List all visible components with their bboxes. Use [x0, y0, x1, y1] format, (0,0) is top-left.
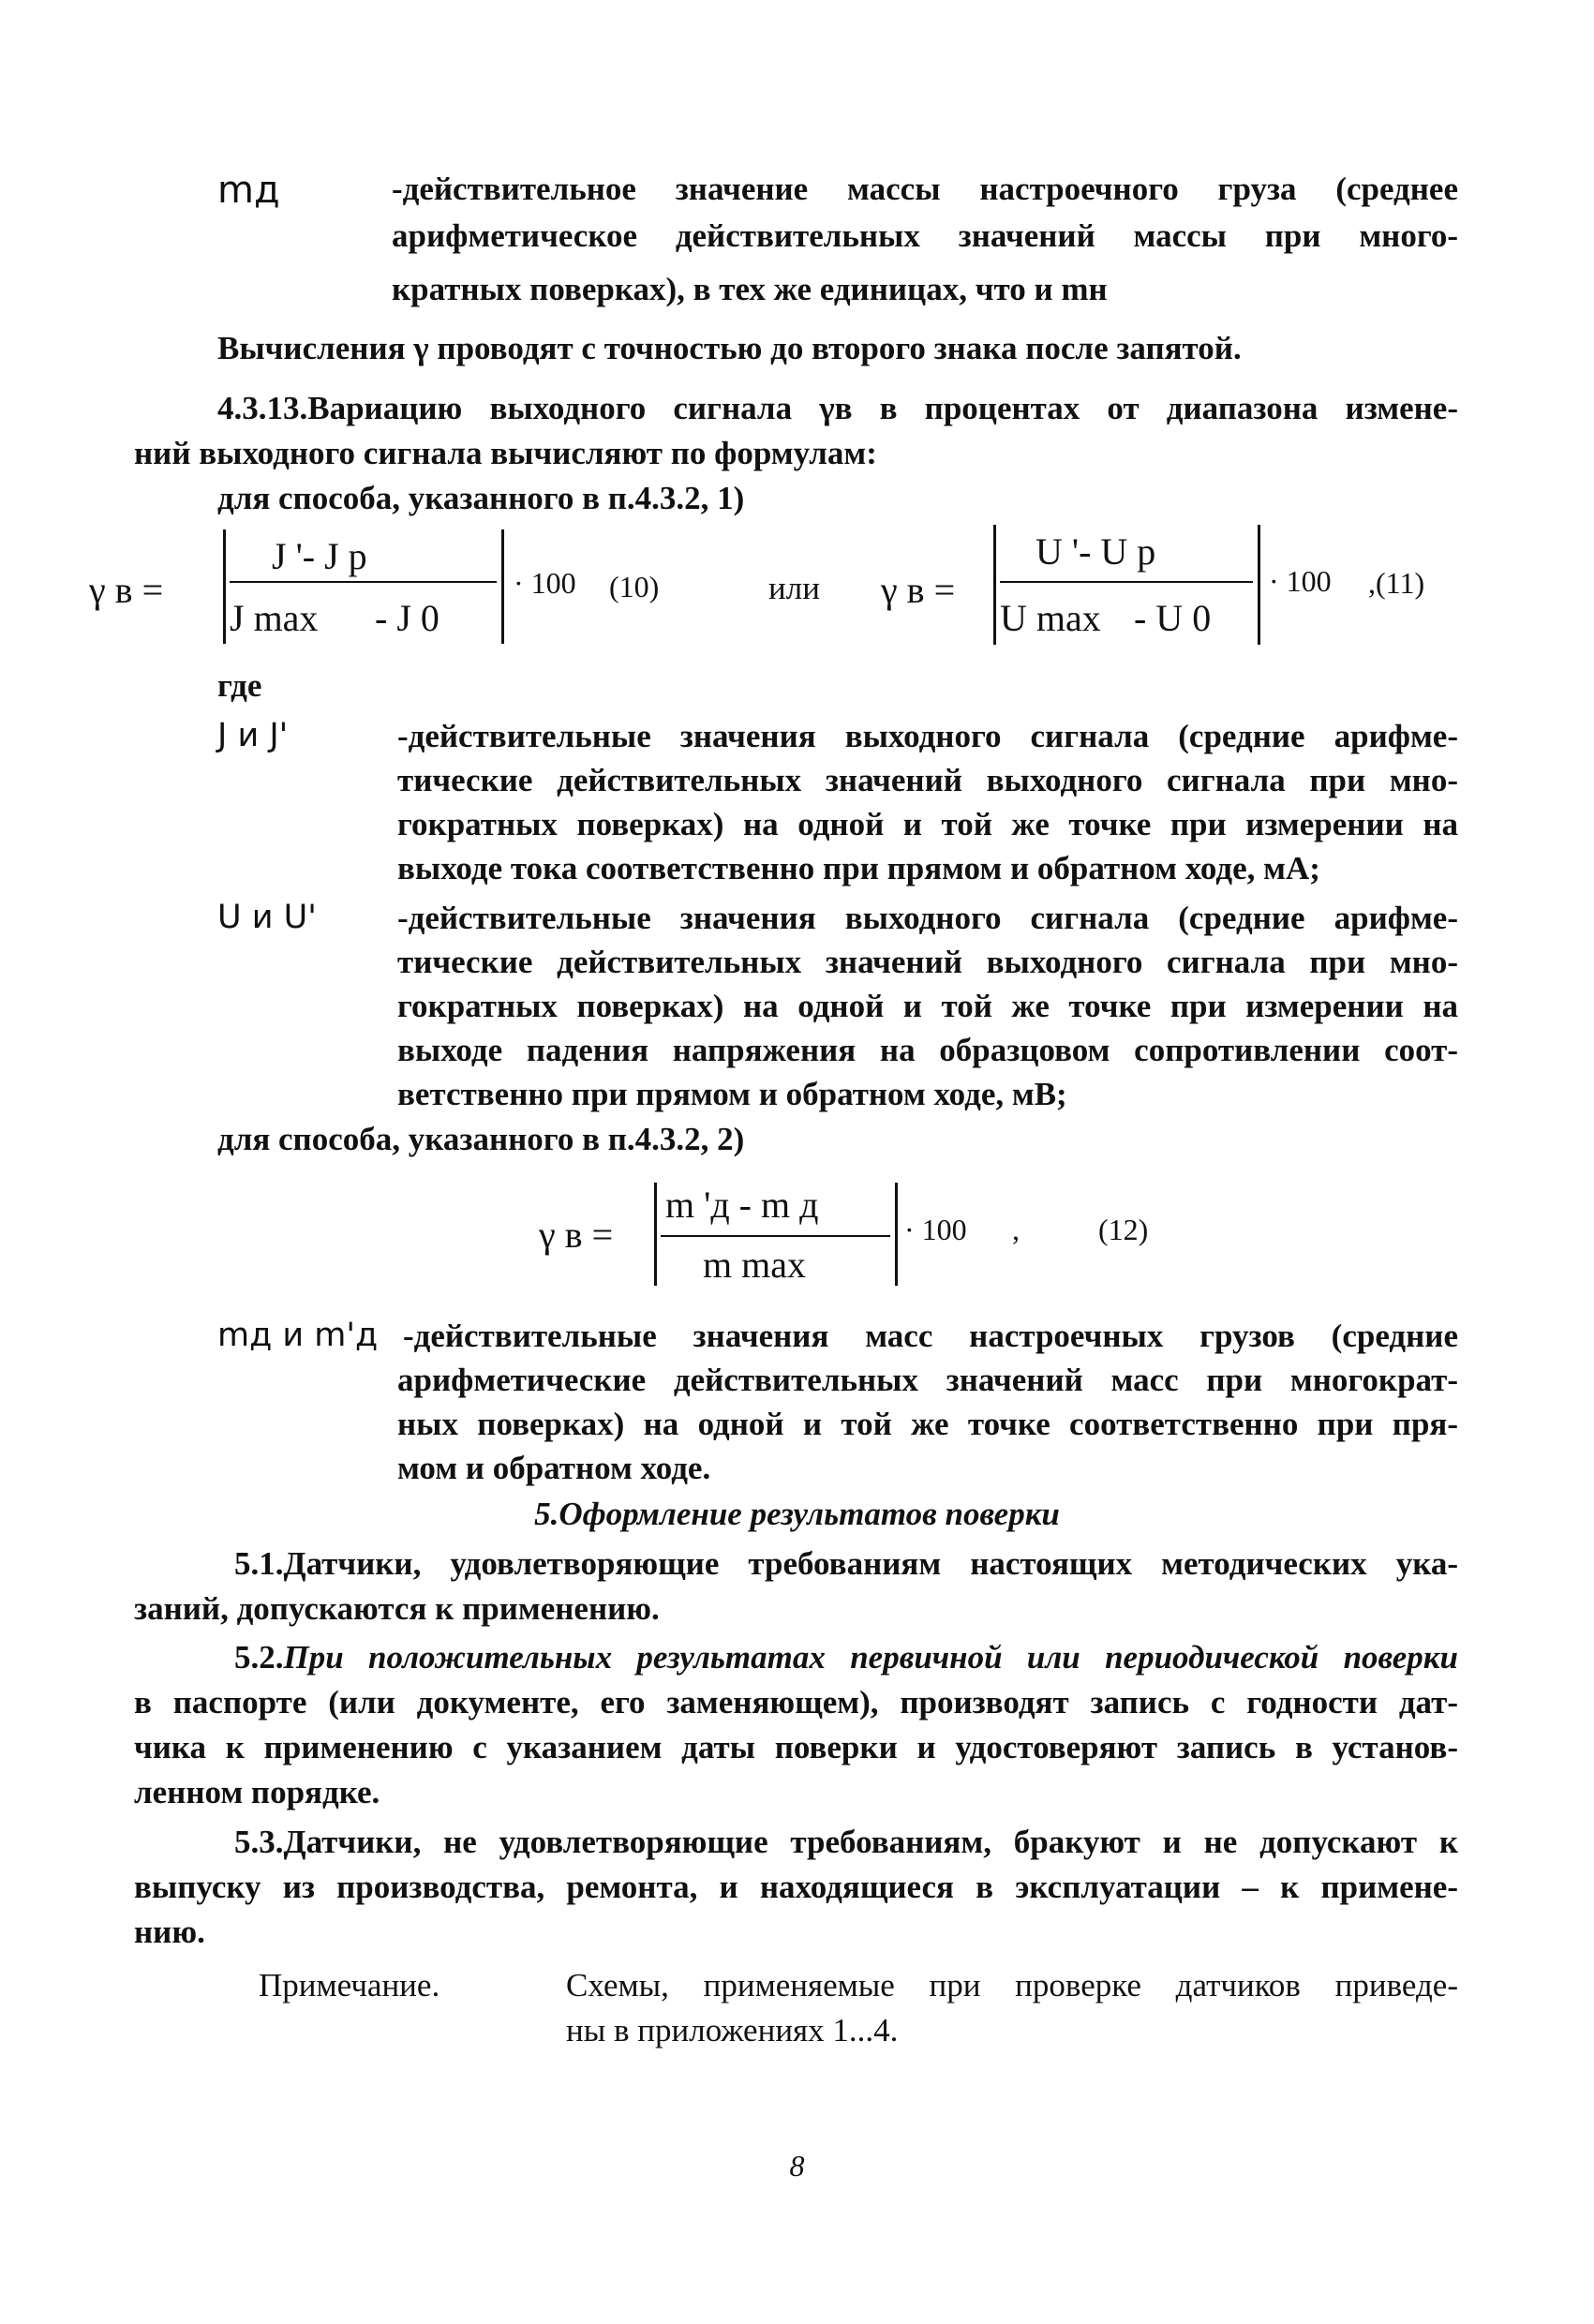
formula-10-tag: (10) — [609, 570, 660, 603]
symbol-m: mд и m'д — [217, 1317, 379, 1354]
def-J-line-4: выходе тока соответственно при прямом и обратном ходе, мА; — [397, 850, 1320, 886]
method-1: для способа, указанного в п.4.3.2, 1) — [217, 480, 745, 516]
def-m-line-3: ных поверках) на одной и той же точке соответственно при пря- — [397, 1406, 1458, 1442]
formula-12-separator: , — [1012, 1213, 1020, 1246]
note-label: Примечание. — [259, 1967, 440, 2004]
formula-11-numerator: U '- U р — [1035, 530, 1156, 573]
def-md-line-2: арифметическое действительных значений массы при много- — [392, 217, 1458, 254]
section-5-heading: 5.Оформление результатов поверки — [534, 1496, 1060, 1532]
symbol-J: J и J' — [217, 717, 289, 754]
formula-12-right-bar — [895, 1183, 898, 1286]
formula-10-multiplier: · 100 — [514, 566, 576, 600]
formula-11-tag: ,(11) — [1368, 566, 1425, 600]
symbol-md: mд — [217, 169, 280, 212]
formula-10-numerator: J '- J р — [272, 535, 367, 577]
p51-line-1: 5.1.Датчики, удовлетворяющие требованиям настоящих методических ука- — [234, 1545, 1458, 1582]
formula-11-denominator-b: - U 0 — [1134, 597, 1212, 639]
formula-10-left-bar — [223, 529, 226, 644]
p52-italic: При положительных результатах первичной или периодической поверки — [283, 1639, 1458, 1676]
def-J-line-3: гократных поверках) на одной и той же точке при измерении на — [397, 806, 1458, 842]
or-word: или — [768, 570, 820, 606]
p52-line-2: в паспорте (или документе, его заменяющем), производят запись с годности дат- — [134, 1684, 1458, 1721]
formula-10-lhs: γ в = — [89, 569, 164, 611]
p52-line-1 — [234, 1635, 1458, 1679]
formula-10-denominator-b: - J 0 — [375, 597, 439, 639]
def-J-line-1: -действительные значения выходного сигнала (средние арифме- — [397, 718, 1458, 754]
formula-11-denominator-a: U max — [1000, 597, 1101, 639]
p52-line-3: чика к применению с указанием даты поверки и удостоверяют запись в установ- — [134, 1729, 1458, 1765]
formula-11-right-bar — [1258, 525, 1260, 645]
calc-note: Вычисления γ проводят с точностью до второго знака после запятой. — [217, 330, 1242, 366]
def-U-line-1: -действительные значения выходного сигнала (средние арифме- — [397, 900, 1458, 936]
formula-11-multiplier: · 100 — [1269, 564, 1332, 598]
p53-line-3: нию. — [134, 1914, 205, 1950]
symbol-U: U и U' — [217, 899, 317, 936]
p4313-line-1: 4.3.13.Вариацию выходного сигнала γв в процентах от диапазона измене- — [217, 390, 1458, 426]
def-U-line-3: гократных поверках) на одной и той же точке при измерении на — [397, 988, 1458, 1024]
note-line-2: ны в приложениях 1...4. — [566, 2012, 899, 2048]
def-m-line-4: мом и обратном ходе. — [397, 1450, 711, 1486]
method-2: для способа, указанного в п.4.3.2, 2) — [217, 1121, 745, 1157]
p53-line-2: выпуску из производства, ремонта, и находящиеся в эксплуатации – к примене- — [134, 1869, 1458, 1905]
def-md-line-3: кратных поверках), в тех же единицах, что и mн — [392, 271, 1108, 307]
formula-12-lhs: γ в = — [539, 1214, 614, 1256]
page-number: 8 — [789, 2149, 805, 2182]
formula-12-tag: (12) — [1098, 1213, 1149, 1246]
where-word: где — [217, 667, 262, 704]
formula-11-left-bar — [993, 525, 996, 645]
p52-line-4: ленном порядке. — [134, 1774, 380, 1810]
formula-10-fraction-line — [230, 581, 497, 583]
formula-11-fraction-line — [1000, 581, 1253, 583]
formula-12-multiplier: · 100 — [904, 1213, 967, 1246]
note-line-1: Схемы, применяемые при проверке датчиков приведе- — [566, 1967, 1458, 2004]
formula-12-numerator: m 'д - m д — [665, 1184, 819, 1226]
formula-11-lhs: γ в = — [881, 569, 956, 611]
p51-line-2: заний, допускаются к применению. — [134, 1590, 660, 1627]
def-md-line-1: -действительное значение массы настроечного груза (среднее — [392, 171, 1458, 207]
formula-12-fraction-line — [661, 1235, 890, 1237]
def-m-line-2: арифметические действительных значений масс при многократ- — [397, 1362, 1458, 1398]
p4313-line-2: ний выходного сигнала вычисляют по формулам: — [134, 435, 877, 471]
p52-lead: 5.2. — [234, 1639, 284, 1676]
def-U-line-2: тические действительных значений выходного сигнала при мно- — [397, 944, 1458, 980]
def-U-line-5: ветственно при прямом и обратном ходе, мВ; — [397, 1076, 1067, 1112]
def-J-line-2: тические действительных значений выходного сигнала при мно- — [397, 762, 1458, 798]
formula-12-left-bar — [654, 1183, 657, 1286]
def-U-line-4: выходе падения напряжения на образцовом сопротивлении соот- — [397, 1032, 1458, 1068]
formula-10-denominator-a: J max — [230, 597, 319, 639]
p53-line-1: 5.3.Датчики, не удовлетворяющие требованиям, бракуют и не допускают к — [234, 1824, 1458, 1860]
formula-12-denominator: m max — [703, 1244, 806, 1286]
formula-10-right-bar — [501, 529, 504, 644]
def-m-line-1: -действительные значения масс настроечных грузов (средние — [403, 1318, 1458, 1354]
